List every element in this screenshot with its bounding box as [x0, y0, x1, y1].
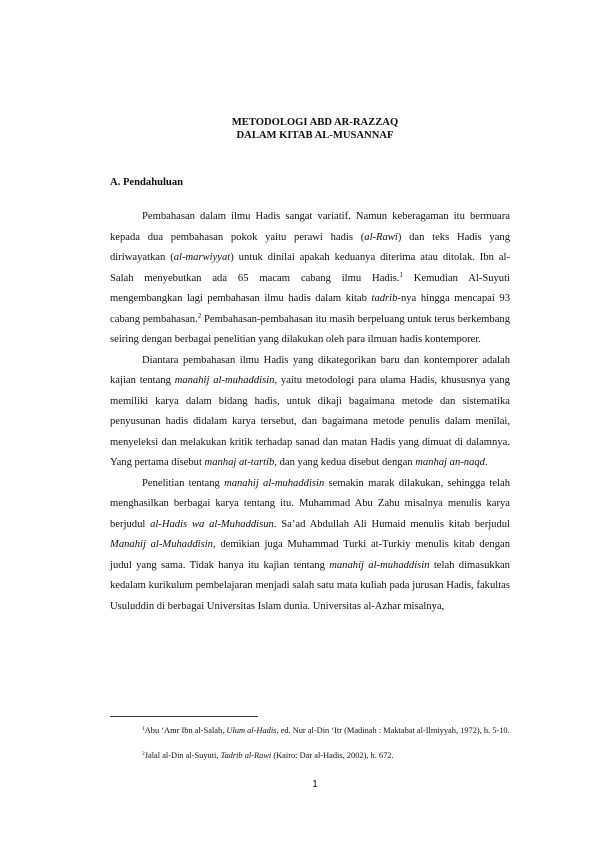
text-run: . Sa’ad Abdullah Ali Humaid menulis kitab berjudul	[273, 518, 510, 530]
text-run: Pembahasan-pembahasan itu masih berpeluang untuk terus berkembang seiring dengan berbagai penelitian yang dilakukan oleh para ilmuan hadis kontemporer.	[110, 313, 511, 345]
title-line-2: DALAM KITAB AL-MUSANNAF	[236, 129, 394, 141]
text-run: ) untuk dinilai apakah keduanya diterima atau ditolak. Ibn al-Salah menyebutkan ada 65 macam cabang ilmu Hadis.	[110, 252, 510, 284]
text-run: , yaitu metodologi para ulama Hadis, khususnya yang memiliki karya dalam bidang hadis, untuk dikaji bagaimana metode dan sistematika penyusunan hadis didalam karya tersebut, dan bagaimana metode penulis dalam menilai, menyeleksi dan melakukan kritik terhadap sanad dan matan Hadis yang dimuat di dalamnya. Yang pertama disebut	[110, 375, 510, 468]
footnote-title: Ulum al-Hadis,	[226, 726, 279, 735]
text-run: , dan yang kedua disebut dengan	[274, 457, 416, 468]
title-line-1: METODOLOGI ABD AR-RAZZAQ	[231, 117, 399, 128]
text-run: Diantara pembahasan ilmu Hadis yang dikategorikan baru dan kontemporer adalah kajian tentang	[110, 354, 510, 386]
page-number: 1	[312, 779, 318, 790]
italic-term: manahij al-muhaddisin	[174, 375, 275, 386]
document-title	[0, 117, 595, 142]
footnote-separator	[110, 716, 258, 717]
italic-term: manahij al-muhaddisin	[329, 559, 430, 571]
footnote-text: (Kairo: Dar al-Hadis, 2002), h. 672.	[271, 751, 394, 760]
italic-term: al-Hadis wa al-Muhaddisun	[150, 518, 274, 530]
italic-term: manahij al-muhaddisin	[224, 477, 325, 489]
footnote-ref-1[interactable]: 1	[399, 270, 403, 279]
paragraph-3	[110, 474, 510, 618]
footnote-title: Tadrib al-Rawi	[220, 751, 272, 760]
footnote-text: Jalal al-Din al-Suyuti,	[144, 751, 221, 760]
section-heading: A. Pendahuluan	[110, 177, 184, 188]
text-run: ) dan teks Hadis yang diriwayatkan (	[110, 231, 510, 263]
footnote-text: ed. Nur al-Din ‘Itr (Madinah : Maktabat al-Ilmiyyah, 1972), h. 5-10.	[278, 726, 510, 735]
paragraph-2	[110, 351, 510, 474]
text-run: .	[484, 457, 488, 468]
text-run: , demikian juga Muhammad Turki at-Turkiy menulis kitab dengan judul yang sama. Tidak hanya itu kajian tentang	[110, 539, 510, 571]
italic-term: tadrib	[371, 293, 398, 304]
text-run: Pembahasan dalam ilmu Hadis sangat variatif. Namun keberagaman itu bermuara kepada dua pembahasan pokok yaitu perawi hadis (	[110, 211, 510, 243]
text-run: semakin marak dilakukan, sehingga telah menghasilkan berbagai karya tentang itu. Muhammad Abu Zahu misalnya menulis karya berjudul	[110, 477, 510, 530]
italic-term: Manahij al-Muhaddisin	[110, 539, 213, 550]
italic-term: al-marwiyyat	[173, 252, 231, 263]
footnote-2	[110, 750, 510, 763]
italic-term: manhaj at-tartib	[204, 457, 275, 468]
text-run: -nya hingga mencapai 93 cabang pembahasan.	[110, 293, 510, 325]
footnote-1	[110, 725, 510, 738]
footnote-text: Abu ‘Amr Ibn al-Salah,	[144, 726, 227, 735]
italic-term: al-Rawi	[364, 231, 398, 243]
footnote-ref-2[interactable]: 2	[197, 311, 202, 320]
paragraph-1	[110, 207, 510, 351]
text-run: telah dimasukkan kedalam kurikulum pembelajaran menjadi salah satu mata kuliah pada jurusan Hadis, fakultas Usuluddin di berbagai Universitas Islam dunia. Universitas al-Azhar misalnya,	[110, 559, 510, 612]
text-run: Penelitian tentang	[142, 477, 225, 489]
text-run: Kemudian Al-Suyuti mengembangkan lagi pembahasan ilmu hadis dalam kitab	[110, 272, 510, 304]
italic-term: manhaj an-naqd	[415, 457, 485, 468]
footnote-number: 2	[142, 751, 145, 757]
body-text	[110, 207, 510, 617]
footnote-number: 1	[142, 726, 145, 732]
